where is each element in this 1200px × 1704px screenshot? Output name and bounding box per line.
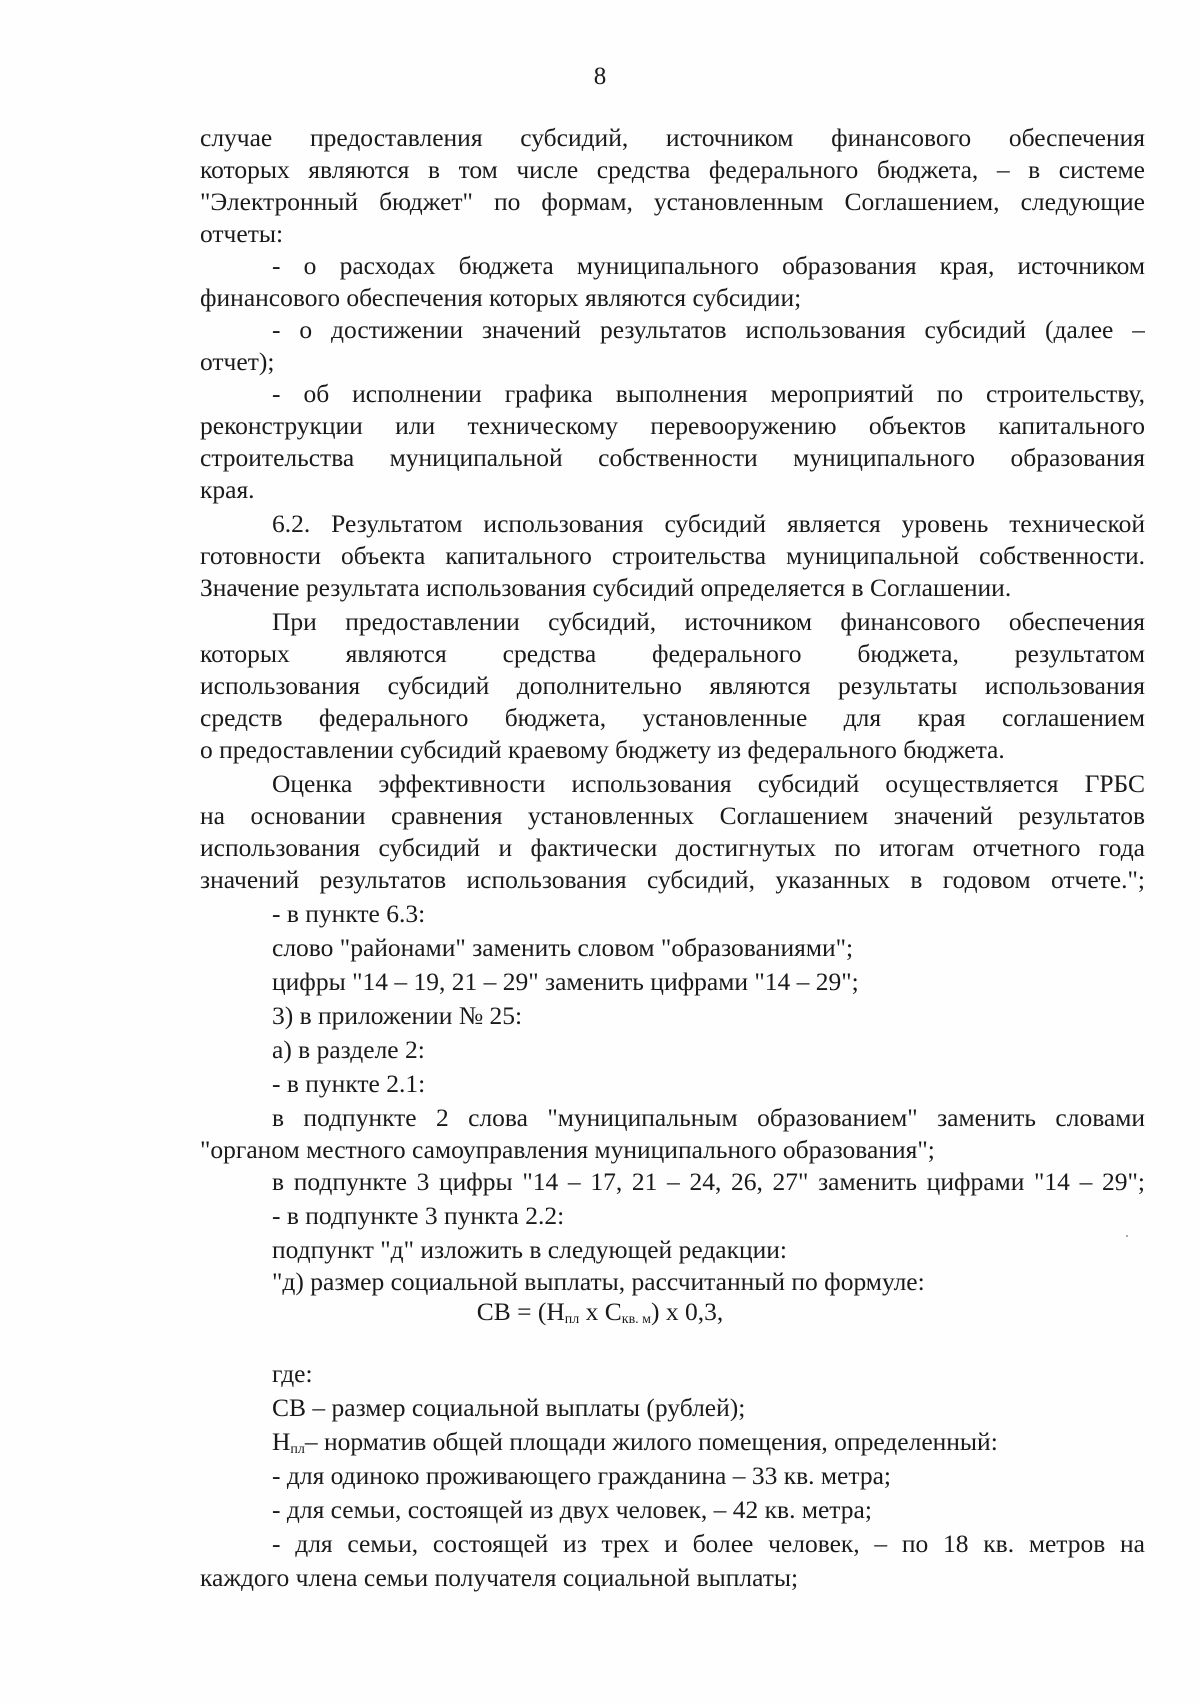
text-line: в подпункте 3 цифры "14 – 17, 21 – 24, 26, 27" заменить цифрами "14 – 29"; — [272, 1167, 1145, 1196]
text-line: значений результатов использования субсидий, указанных в годовом отчете."; — [200, 865, 1145, 894]
text-line: края. — [200, 475, 255, 504]
text-line: реконструкции или техническому перевооружению объектов капитального — [200, 411, 1145, 440]
npl-symbol: Н — [272, 1427, 291, 1456]
page-number: 8 — [593, 63, 607, 90]
text-line: строительства муниципальной собственности муниципального образования — [200, 443, 1145, 472]
text-line: готовности объекта капитального строительства муниципальной собственности. — [200, 541, 1145, 570]
text-line: - о расходах бюджета муниципального образования края, источником — [272, 251, 1145, 280]
text-line: "д) размер социальной выплаты, рассчитанный по формуле: — [272, 1267, 925, 1296]
text-line: - о достижении значений результатов использования субсидий (далее – — [272, 315, 1145, 344]
text-line: в подпункте 2 слова "муниципальным образованием" заменить словами — [272, 1103, 1145, 1132]
text-line: - для семьи, состоящей из трех и более человек, – по 18 кв. метров на — [272, 1529, 1145, 1558]
text-line: "Электронный бюджет" по формам, установленным Соглашением, следующие — [200, 187, 1145, 216]
text-line: 6.2. Результатом использования субсидий является уровень технической — [272, 509, 1145, 538]
text-line: - в пункте 2.1: — [272, 1069, 426, 1098]
formula-mid: х С — [579, 1297, 622, 1326]
text-line: использования субсидий дополнительно являются результаты использования — [200, 671, 1145, 700]
text-line: - об исполнении графика выполнения мероприятий по строительству, — [272, 379, 1145, 408]
text-line: подпункт "д" изложить в следующей редакции: — [272, 1235, 788, 1264]
text-line: каждого члена семьи получателя социальной выплаты; — [200, 1563, 799, 1592]
text-line: отчеты: — [200, 219, 284, 248]
text-line: - в пункте 6.3: — [272, 899, 426, 928]
text-line: При предоставлении субсидий, источником финансового обеспечения — [272, 607, 1145, 636]
text-line: использования субсидий и фактически достигнутых по итогам отчетного года — [200, 833, 1145, 862]
text-line: - для семьи, состоящей из двух человек, – 42 кв. метра; — [272, 1495, 872, 1524]
formula — [0, 1296, 1200, 1336]
text-line: слово "районами" заменить словом "образованиями"; — [272, 933, 854, 962]
text-line: которых являются в том числе средства федерального бюджета, – в системе — [200, 155, 1145, 184]
text-line: Оценка эффективности использования субсидий осуществляется ГРБС — [272, 769, 1145, 798]
text-line: СВ – размер социальной выплаты (рублей); — [272, 1393, 746, 1422]
text-line: 3) в приложении № 25: — [272, 1001, 523, 1030]
text-line: Значение результата использования субсидий определяется в Соглашении. — [200, 573, 1012, 602]
formula-lhs: СВ = (Н — [476, 1297, 565, 1326]
npl-sub: пл — [290, 1442, 305, 1457]
text-line: о предоставлении субсидий краевому бюджету из федерального бюджета. — [200, 735, 1005, 764]
text-line: - в подпункте 3 пункта 2.2: — [272, 1201, 565, 1230]
formula-sub-ckvm: кв. м — [621, 1312, 652, 1327]
text-line: случае предоставления субсидий, источником финансового обеспечения — [200, 123, 1145, 152]
text-line: отчет); — [200, 347, 275, 376]
npl-definition: – норматив общей площади жилого помещения, определенный: — [304, 1427, 998, 1456]
text-line: где: — [272, 1359, 313, 1388]
text-line: финансового обеспечения которых являются субсидии; — [200, 283, 802, 312]
text-line: а) в разделе 2: — [272, 1035, 425, 1064]
scan-speck — [1126, 1235, 1128, 1237]
text-line: средств федерального бюджета, установленные для края соглашением — [200, 703, 1145, 732]
formula-sub-npl: пл — [564, 1312, 580, 1327]
text-line: на основании сравнения установленных Соглашением значений результатов — [200, 801, 1145, 830]
text-line: которых являются средства федерального бюджета, результатом — [200, 639, 1145, 668]
text-line: цифры "14 – 19, 21 – 29" заменить цифрами "14 – 29"; — [272, 967, 859, 996]
text-line: "органом местного самоуправления муниципального образования"; — [200, 1135, 935, 1164]
text-line: - для одиноко проживающего гражданина – 33 кв. метра; — [272, 1461, 891, 1490]
formula-rhs: ) х 0,3, — [651, 1297, 724, 1326]
